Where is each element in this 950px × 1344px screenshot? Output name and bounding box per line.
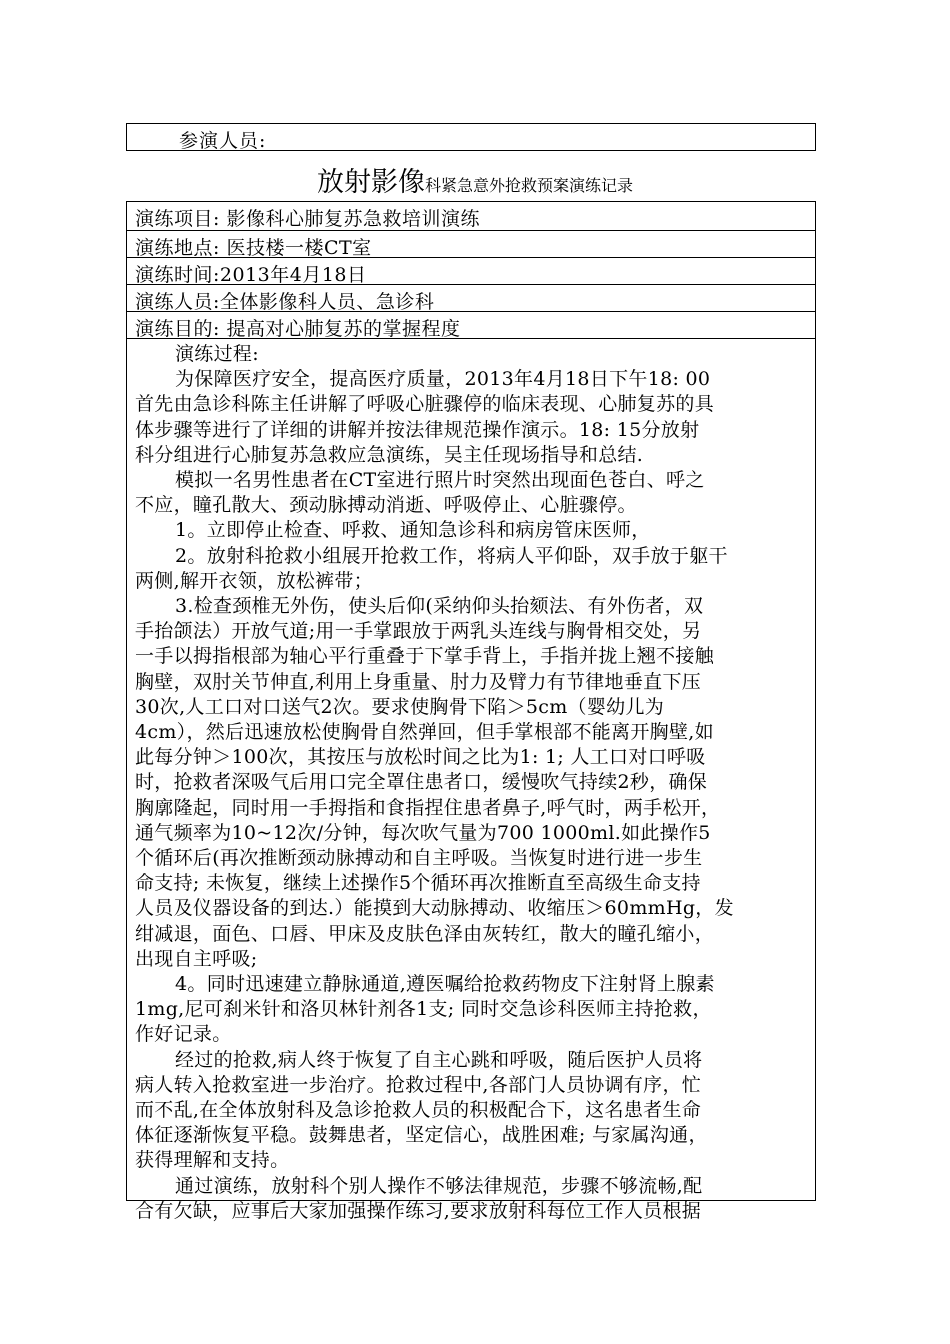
content-line: 一手以拇指根部为轴心平行重叠于下掌手背上，手指并拢上翘不接触	[135, 645, 715, 668]
title-main: 放射影像	[316, 167, 425, 198]
content-line: 体征逐渐恢复平稳。鼓舞患者，坚定信心，战胜困难; 与家属沟通，	[135, 1124, 708, 1147]
content-line: 时，抢救者深吸气后用口完全罩住患者口，缓慢吹气持续2秒，确保	[135, 771, 708, 794]
content-line: 而不乱,在全体放射科及急诊抢救人员的积极配合下，这名患者生命	[135, 1099, 702, 1121]
content-line: 通过演练，放射科个别人操作不够法律规范，步骤不够流畅,配	[175, 1174, 703, 1197]
content-line: 人员及仪器设备的到达.）能摸到大动脉搏动、收缩压＞60mmHg，发	[135, 897, 734, 920]
content-line: 体步骤等进行了详细的讲解并按法律规范操作演示。18: 15分放射	[135, 418, 700, 441]
content-line: 不应，瞳孔散大、颈动脉搏动消逝、呼吸停止、心脏骤停。	[135, 494, 637, 517]
content-line: 模拟一名男性患者在CT室进行照片时突然出现面色苍白、呼之	[175, 469, 705, 491]
content-line: 病人转入抢救室进一步治疗。抢救过程中,各部门人员协调有序，忙	[135, 1073, 702, 1096]
drill-process-content	[127, 339, 815, 1222]
content-line: 绀减退，面色、口唇、甲床及皮肤色泽由灰转红，散大的瞳孔缩小，	[135, 922, 715, 945]
content-line: 获得理解和支持。	[135, 1149, 290, 1172]
content-line: 命支持; 未恢复，继续上述操作5个循环再次推断直至高级生命支持	[135, 872, 701, 895]
participants-label: 参演人员:	[179, 130, 267, 152]
field-purpose: 演练目的: 提高对心肺复苏的掌握程度	[135, 318, 461, 340]
row-personnel	[127, 285, 815, 312]
content-line: 个循环后(再次推断颈动脉搏动和自主呼吸。当恢复时进行进一步生	[135, 847, 703, 869]
content-line: 此每分钟＞100次，其按压与放松时间之比为1: 1; 人工口对口呼吸	[135, 746, 706, 769]
content-line: 作好记录。	[135, 1023, 232, 1046]
content-line: 经过的抢救,病人终于恢复了自主心跳和呼吸，随后医护人员将	[175, 1048, 703, 1071]
content-line: 手抬颌法）开放气道;用一手掌跟放于两乳头连线与胸骨相交处，另	[135, 620, 702, 643]
field-project: 演练项目: 影像科心肺复苏急救培训演练	[135, 208, 480, 230]
drill-record-table	[126, 201, 816, 1222]
document-title	[0, 160, 950, 199]
content-line: 4cm），然后迅速放松使胸骨自然弹回，但手掌根部不能离开胸壁,如	[135, 721, 714, 743]
title-sub: 科紧急意外抢救预案演练记录	[424, 176, 633, 195]
content-line: 30次,人工口对口送气2次。要求使胸骨下陷＞5cm（婴幼儿为	[135, 695, 665, 718]
content-line: 为保障医疗安全，提高医疗质量，2013年4月18日下午18: 00	[175, 368, 711, 391]
field-time: 演练时间:2013年4月18日	[135, 264, 367, 286]
row-project	[127, 202, 815, 231]
content-line: 合有欠缺，应事后大家加强操作练习,要求放射科每位工作人员根据	[135, 1199, 702, 1222]
row-time	[127, 258, 815, 285]
content-line: 科分组进行心肺复苏急救应急演练，吴主任现场指导和总结.	[135, 443, 644, 466]
row-location	[127, 231, 815, 258]
content-line: 4。同时迅速建立静脉通道,遵医嘱给抢救药物皮下注射肾上腺素	[175, 973, 715, 995]
content-line: 出现自主呼吸;	[135, 947, 258, 970]
row-purpose	[127, 312, 815, 339]
participants-box	[126, 123, 816, 151]
content-line: 演练过程:	[175, 343, 259, 365]
content-line: 1mg,尼可刹米针和洛贝林针剂各1支; 同时交急诊科医师主持抢救，	[135, 998, 712, 1021]
content-line: 1。立即停止检查、呼救、通知急诊科和病房管床医师，	[175, 519, 651, 542]
field-personnel: 演练人员:全体影像科人员、急诊科	[135, 291, 435, 313]
content-line: 胸壁，双肘关节伸直,利用上身重量、肘力及臂力有节律地垂直下压	[135, 670, 702, 693]
content-line: 3.检查颈椎无外伤，使头后仰(采纳仰头抬颏法、有外伤者，双	[175, 595, 704, 617]
content-line: 2。放射科抢救小组展开抢救工作，将病人平仰卧，双手放于躯干	[175, 544, 728, 567]
content-line: 首先由急诊科陈主任讲解了呼吸心脏骤停的临床表现、心肺复苏的具	[135, 393, 715, 416]
content-line: 两侧,解开衣领，放松裤带；	[135, 569, 373, 592]
content-line: 通气频率为10~12次/分钟，每次吹气量为700 1000ml.如此操作5	[135, 821, 711, 844]
content-line: 胸廓隆起，同时用一手拇指和食指捏住患者鼻子,呼气时，两手松开，	[135, 796, 721, 819]
field-location: 演练地点: 医技楼一楼CT室	[135, 237, 372, 259]
